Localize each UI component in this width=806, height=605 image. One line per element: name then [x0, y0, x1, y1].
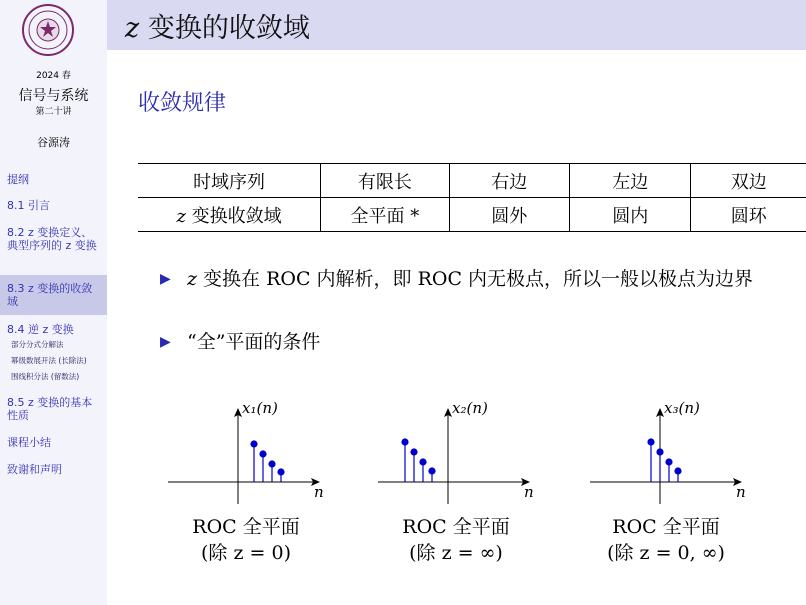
table-header-cell: 右边 — [449, 164, 569, 198]
course-title: 信号与系统 — [18, 88, 89, 104]
nav-subitem-power-series[interactable]: 幂级数展开法 (长除法) — [11, 356, 87, 365]
plot-2-caption: ROC 全平面 (除 z = ∞) — [402, 516, 510, 564]
university-logo — [22, 4, 74, 56]
table-cell: 圆环 — [691, 198, 806, 232]
plot-2-xlabel: n — [524, 483, 534, 501]
bullet-triangle-icon: ▶ — [160, 334, 171, 350]
table-header-cell: 左边 — [570, 164, 691, 198]
nav-subitem-partial-fraction[interactable]: 部分分式分解法 — [11, 340, 64, 349]
table-row — [138, 198, 806, 232]
plot-1-xlabel: n — [314, 483, 324, 501]
bullet-text: “全”平面的条件 — [187, 331, 321, 353]
bullet-triangle-icon: ▶ — [160, 271, 171, 287]
nav-item-8-5[interactable]: 8.5 z 变换的基本性质 — [7, 396, 93, 422]
table-cell: 全平面 * — [321, 198, 449, 232]
table-header-cell: 有限长 — [321, 164, 449, 198]
nav-item-8-2[interactable]: 8.2 z 变换定义、典型序列的 z 变换 — [7, 226, 97, 252]
plot-1-ylabel: x₁(n) — [242, 399, 278, 417]
nav-item-outline[interactable]: 提纲 — [7, 173, 29, 186]
semester-year: 2024 春 — [36, 71, 71, 81]
nav-item-8-4[interactable]: 8.4 逆 z 变换 — [7, 323, 74, 336]
stem-plot-3 — [590, 400, 750, 514]
page-title: z 变换的收敛域 — [125, 13, 310, 44]
roc-table — [138, 163, 806, 232]
plot-1-caption: ROC 全平面 (除 z = 0) — [192, 516, 300, 564]
table-header-row — [138, 164, 806, 198]
nav-item-8-3[interactable]: 8.3 z 变换的收敛域 — [7, 282, 93, 308]
nav-subitem-contour-integral[interactable]: 围线积分法 (留数法) — [11, 372, 80, 381]
nav-item-8-1[interactable]: 8.1 引言 — [7, 199, 50, 212]
plot-3-xlabel: n — [736, 483, 746, 501]
nav-item-acknowledgement[interactable]: 致谢和声明 — [7, 463, 62, 476]
table-header-cell: 时域序列 — [138, 164, 321, 198]
stem-plot-1 — [168, 400, 328, 514]
section-subtitle: 收敛规律 — [138, 91, 227, 116]
plot-2-ylabel: x₂(n) — [452, 399, 488, 417]
table-cell: 圆外 — [449, 198, 569, 232]
bullet-text: z 变换在 ROC 内解析，即 ROC 内无极点，所以一般以极点为边界 — [187, 268, 754, 290]
plot-3-ylabel: x₃(n) — [664, 399, 700, 417]
stem-plot-2 — [378, 400, 538, 514]
author-name: 谷源涛 — [37, 136, 70, 149]
table-cell: z 变换收敛域 — [138, 198, 321, 232]
table-cell: 圆内 — [570, 198, 691, 232]
plot-3-caption: ROC 全平面 (除 z = 0, ∞) — [607, 516, 725, 564]
lecture-number: 第二十讲 — [35, 107, 72, 117]
table-header-cell: 双边 — [691, 164, 806, 198]
nav-item-summary[interactable]: 课程小结 — [7, 436, 51, 449]
